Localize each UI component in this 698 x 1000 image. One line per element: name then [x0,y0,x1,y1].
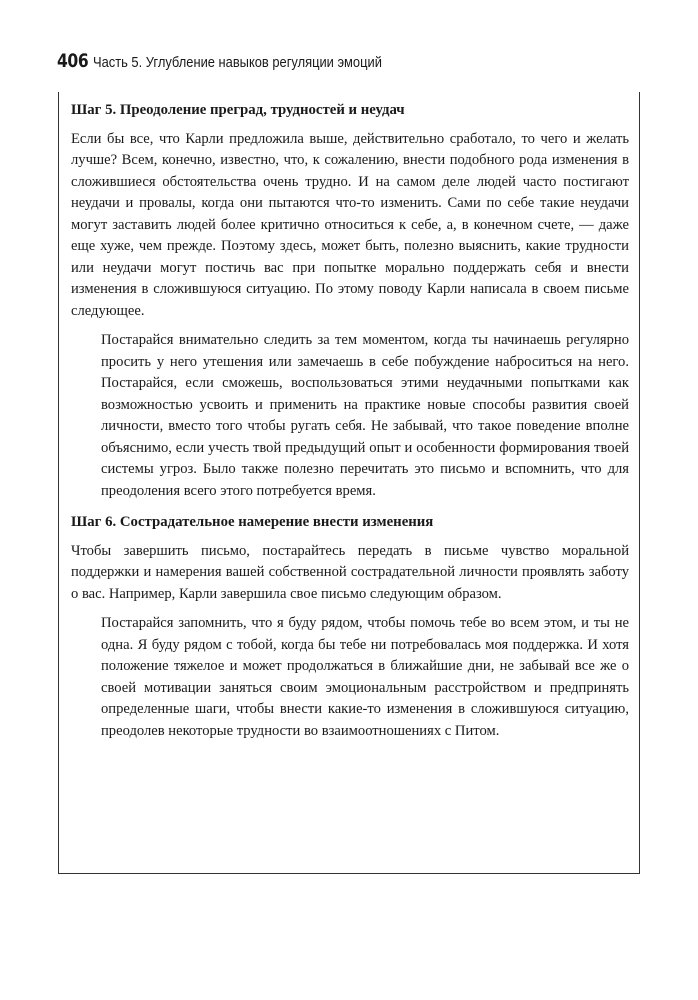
step6-quote: Постарайся запомнить, что я буду рядом, чтобы помочь тебе во всем этом, и ты не одна. Я буду рядом с тобой, когда бы тебе ни потребовалась моя поддержка. И хотя положение тяжелое и может продолжаться в ближайшие дни, не забывай все же о своей мотивации заняться своим эмоциональным расстройством и предпринять определенные шаги, чтобы внести какие-то изменения в сложившуюся ситуацию, преодолев некоторые трудности во взаимоотношениях с Питом. [101,615,629,739]
running-head [57,50,429,74]
sidebar-box [58,92,640,874]
running-title: Часть 5. Углубление навыков регуляции эмоций [93,54,382,71]
step5-heading: Шаг 5. Преодоление преград, трудностей и неудач [71,102,405,118]
step6-heading: Шаг 6. Сострадательное намерение внести изменения [71,514,434,530]
step5-quote: Постарайся внимательно следить за тем моментом, когда ты начинаешь регулярно просить у него утешения или замечаешь в себе побуждение наброситься на него. Постарайся, если сможешь, воспользоваться этими неудачными попытками как возможностью усвоить и применить на практике новые способы развития своей личности, вместо того чтобы ругать себя. Не забывай, что такое поведение вполне объяснимо, если учесть твой предыдущий опыт и особенности формирования твоей системы угроз. Было также полезно перечитать это письмо и вспомнить, что для преодоления всего этого потребуется время. [101,332,629,499]
step5-paragraph: Если бы все, что Карли предложила выше, действительно сработало, то чего и желать лучше? Всем, конечно, известно, что, к сожалению, внести подобного рода изменения в сложившиеся обстоятельства очень трудно. И на самом деле людей часто постигают неудачи и провалы, когда они пытаются что-то изменить. Сами по себе такие неудачи могут заставить людей более критично относиться к себе, а, в конечном счете, — даже еще хуже, чем прежде. Поэтому здесь, может быть, полезно выяснить, какие трудности или неудачи могут постичь вас при попытке морально поддержать себя и внести изменения в сложившуюся ситуацию. По этому поводу Карли написала в своем письме следующее. [71,130,629,319]
step6-paragraph: Чтобы завершить письмо, постарайтесь передать в письме чувство моральной поддержки и намерения вашей собственной сострадательной личности проявлять заботу о вас. Например, Карли завершила свое письмо следующим образом. [71,542,629,602]
page-number: 406 [57,50,89,72]
